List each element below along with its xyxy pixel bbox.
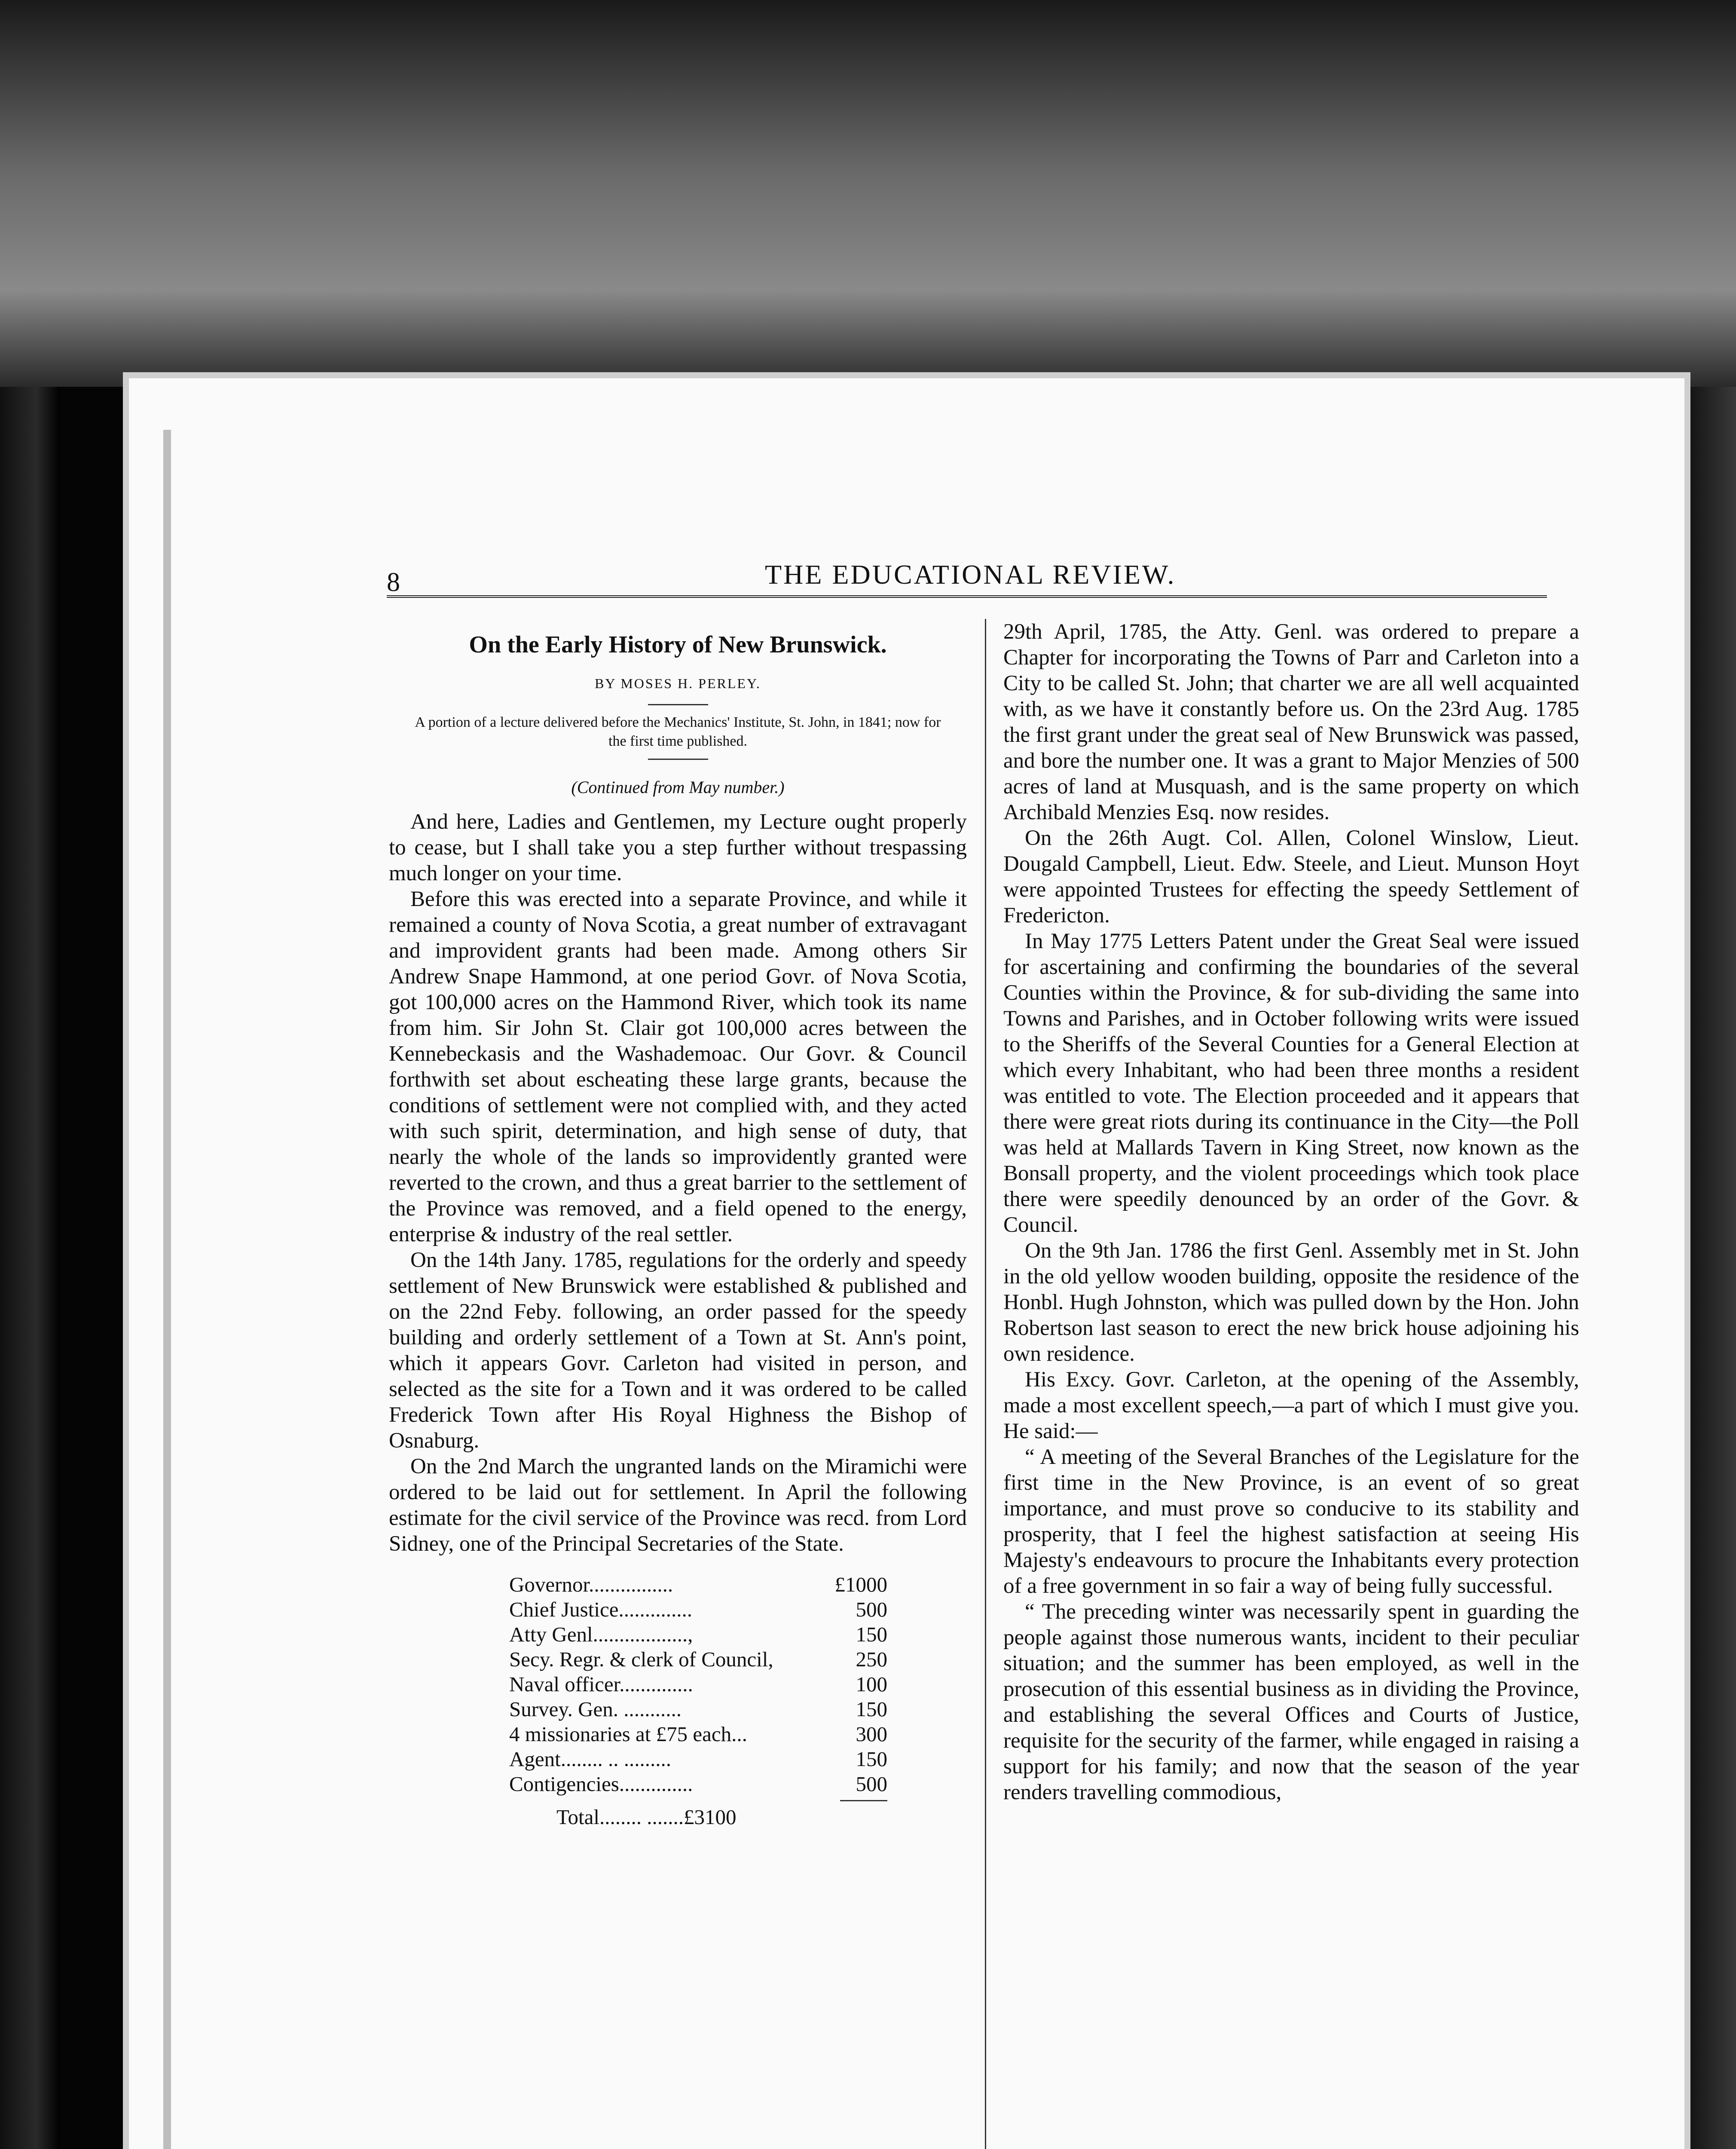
- estimate-amount: 150: [856, 1622, 887, 1646]
- estimate-amount: 150: [856, 1747, 887, 1771]
- estimate-amount: £1000: [834, 1573, 887, 1596]
- estimate-amount: 150: [856, 1697, 887, 1721]
- estimate-label: Atty Genl..................,: [509, 1622, 693, 1646]
- speech-quote: [1003, 1444, 1579, 1805]
- quote-paragraph: “ A meeting of the Several Branches of the Legislature for the first time in the New Province, is an event of so great importance, and must prove so conducive to its stability and prosperity, that I feel the highest satisfaction at seeing His Majesty's endeavours to procure the Inhabitants every protection of a free government in so fair a way of being fully successful.: [1003, 1445, 1579, 1598]
- paragraph: 29th April, 1785, the Atty. Genl. was ordered to prepare a Chapter for incorporating the Towns of Parr and Carleton into a City to be called St. John; that charter we are all well acquainted with, as we have it constantly before us. On the 23rd Aug. 1785 the first grant under the great seal of New Brunswick was passed, and bore the number one. It was a grant to Major Menzies of 500 acres of land at Musquash, and is the same property on which Archibald Menzies Esq. now resides.: [1003, 620, 1579, 824]
- paragraph: Before this was erected into a separate Province, and while it remained a county of Nova Scotia, a great number of extravagant and improvident grants had been made. Among others Sir Andrew Snape Hammond, at one period Govr. of Nova Scotia, got 100,000 acres on the Hammond River, which took its name from him. Sir John St. Clair got 100,000 acres between the Kennebeckasis and the Washademoac. Our Govr. & Council forthwith set about escheating these large grants, because the conditions of settlement were not complied with, and they acted with such spirit, determination, and high sense of duty, that nearly the whole of the lands so improvidently granted were reverted to the crown, and thus a great barrier to the settlement of the Province was removed, and a field opened to the energy, enterprise & industry of the real settler.: [389, 887, 967, 1246]
- continued-note: (Continued from May number.): [571, 778, 785, 797]
- estimate-row: [509, 1597, 887, 1622]
- column-divider: [985, 619, 986, 2149]
- paragraph: And here, Ladies and Gentlemen, my Lecture ought properly to cease, but I shall take you a step further without trespassing much longer on your time.: [389, 810, 967, 885]
- estimate-label: Chief Justice..............: [509, 1598, 692, 1621]
- byline: BY MOSES H. PERLEY.: [595, 676, 761, 691]
- estimate-label: 4 missionaries at £75 each...: [509, 1722, 747, 1746]
- civil-service-estimate: [509, 1572, 887, 1830]
- estimate-label: Contigencies..............: [509, 1772, 693, 1796]
- estimate-row: [509, 1622, 887, 1647]
- quote-paragraph: “ The preceding winter was necessarily spent in guarding the people against those numerous wants, incident to their peculiar situation; and the summer has been employed, as well in the prosecution of this essential business as in dividing the Province, and establishing the several Offices and Courts of Justice, requisite for the security of the farmer, while engaged in raising a support for his family; and now that the season of the year renders travelling commodious,: [1003, 1600, 1579, 1804]
- lecture-note: A portion of a lecture delivered before the Mechanics' Institute, St. John, in 1841; now for the first time published.: [415, 714, 941, 749]
- paragraph: On the 14th Jany. 1785, regulations for the orderly and speedy settlement of New Brunswick were established & published and on the 22nd Feby. following, an order passed for the speedy building and orderly settlement of a Town at St. Ann's point, which it appears Govr. Carleton had visited in person, and selected as the site for a Town and it was ordered to be called Frederick Town after His Royal Highness the Bishop of Osnaburg.: [389, 1248, 967, 1453]
- paragraph: On the 26th Augt. Col. Allen, Colonel Winslow, Lieut. Dougald Campbell, Lieut. Edw. Steele, and Lieut. Munson Hoyt were appointed Trustees for effecting the speedy Settlement of Fredericton.: [1003, 826, 1579, 928]
- estimate-row: [509, 1722, 887, 1747]
- estimate-row: [509, 1697, 887, 1722]
- estimate-total: Total........ .......£3100: [556, 1805, 737, 1829]
- estimate-label: Agent........ .. .........: [509, 1747, 671, 1771]
- paragraph: In May 1775 Letters Patent under the Great Seal were issued for ascertaining and confirming the boundaries of the several Counties within the Province, & for sub-dividing the same into Towns and Parishes, and in October following writs were issued to the Sheriffs of the Several Counties for a General Election at which every Inhabitant, who had been three months a resident was entitled to vote. The Election proceeded and it appears that there were great riots during its continuance in the City—the Poll was held at Mallards Tavern in King Street, now known as the Bonsall property, and the violent proceedings which took place there were speedily denounced by an order of the Govr. & Council.: [1003, 929, 1579, 1237]
- estimate-row: [509, 1572, 887, 1597]
- divider-rule: [648, 704, 708, 705]
- article-title: On the Early History of New Brunswick.: [469, 631, 887, 658]
- estimate-label: Naval officer..............: [509, 1672, 693, 1696]
- right-column: [1003, 619, 1579, 1805]
- left-column: [389, 619, 967, 1830]
- page-number: 8: [387, 568, 400, 597]
- estimate-row: [509, 1647, 887, 1672]
- scan-right-shadow: [1684, 387, 1736, 2149]
- paragraph: His Excy. Govr. Carleton, at the opening of the Assembly, made a most excellent speech,—a part of which I must give you. He said:—: [1003, 1368, 1579, 1443]
- scan-left-shadow: [0, 387, 60, 2149]
- estimate-label: Survey. Gen. ...........: [509, 1697, 682, 1721]
- divider-rule: [648, 759, 708, 760]
- paragraph: On the 9th Jan. 1786 the first Genl. Assembly met in St. John in the old yellow wooden building, opposite the residence of the Honbl. Hugh Johnston, which was pulled down by the Hon. John Robertson last season to erect the new brick house adjoining his own residence.: [1003, 1239, 1579, 1366]
- estimate-amount: 500: [856, 1598, 887, 1621]
- estimate-amount: 300: [856, 1722, 887, 1746]
- page-edge: [163, 430, 171, 2149]
- paragraph: On the 2nd March the ungranted lands on the Miramichi were ordered to be laid out for settlement. In April the following estimate for the civil service of the Province was recd. from Lord Sidney, one of the Principal Secretaries of the State.: [389, 1454, 967, 1556]
- estimate-row: [509, 1747, 887, 1772]
- estimate-row: [509, 1672, 887, 1697]
- estimate-row: [509, 1772, 887, 1797]
- estimate-label: Governor................: [509, 1573, 673, 1596]
- scan-top-shadow: [0, 0, 1736, 387]
- estimate-amount: 250: [856, 1647, 887, 1671]
- estimate-amount: 500: [856, 1772, 887, 1796]
- page-header: [387, 546, 1547, 597]
- header-rule: [387, 595, 1547, 598]
- estimate-label: Secy. Regr. & clerk of Council,: [509, 1647, 773, 1671]
- running-title: THE EDUCATIONAL REVIEW.: [765, 559, 1176, 590]
- total-rule: [840, 1800, 887, 1801]
- estimate-amount: 100: [856, 1672, 887, 1696]
